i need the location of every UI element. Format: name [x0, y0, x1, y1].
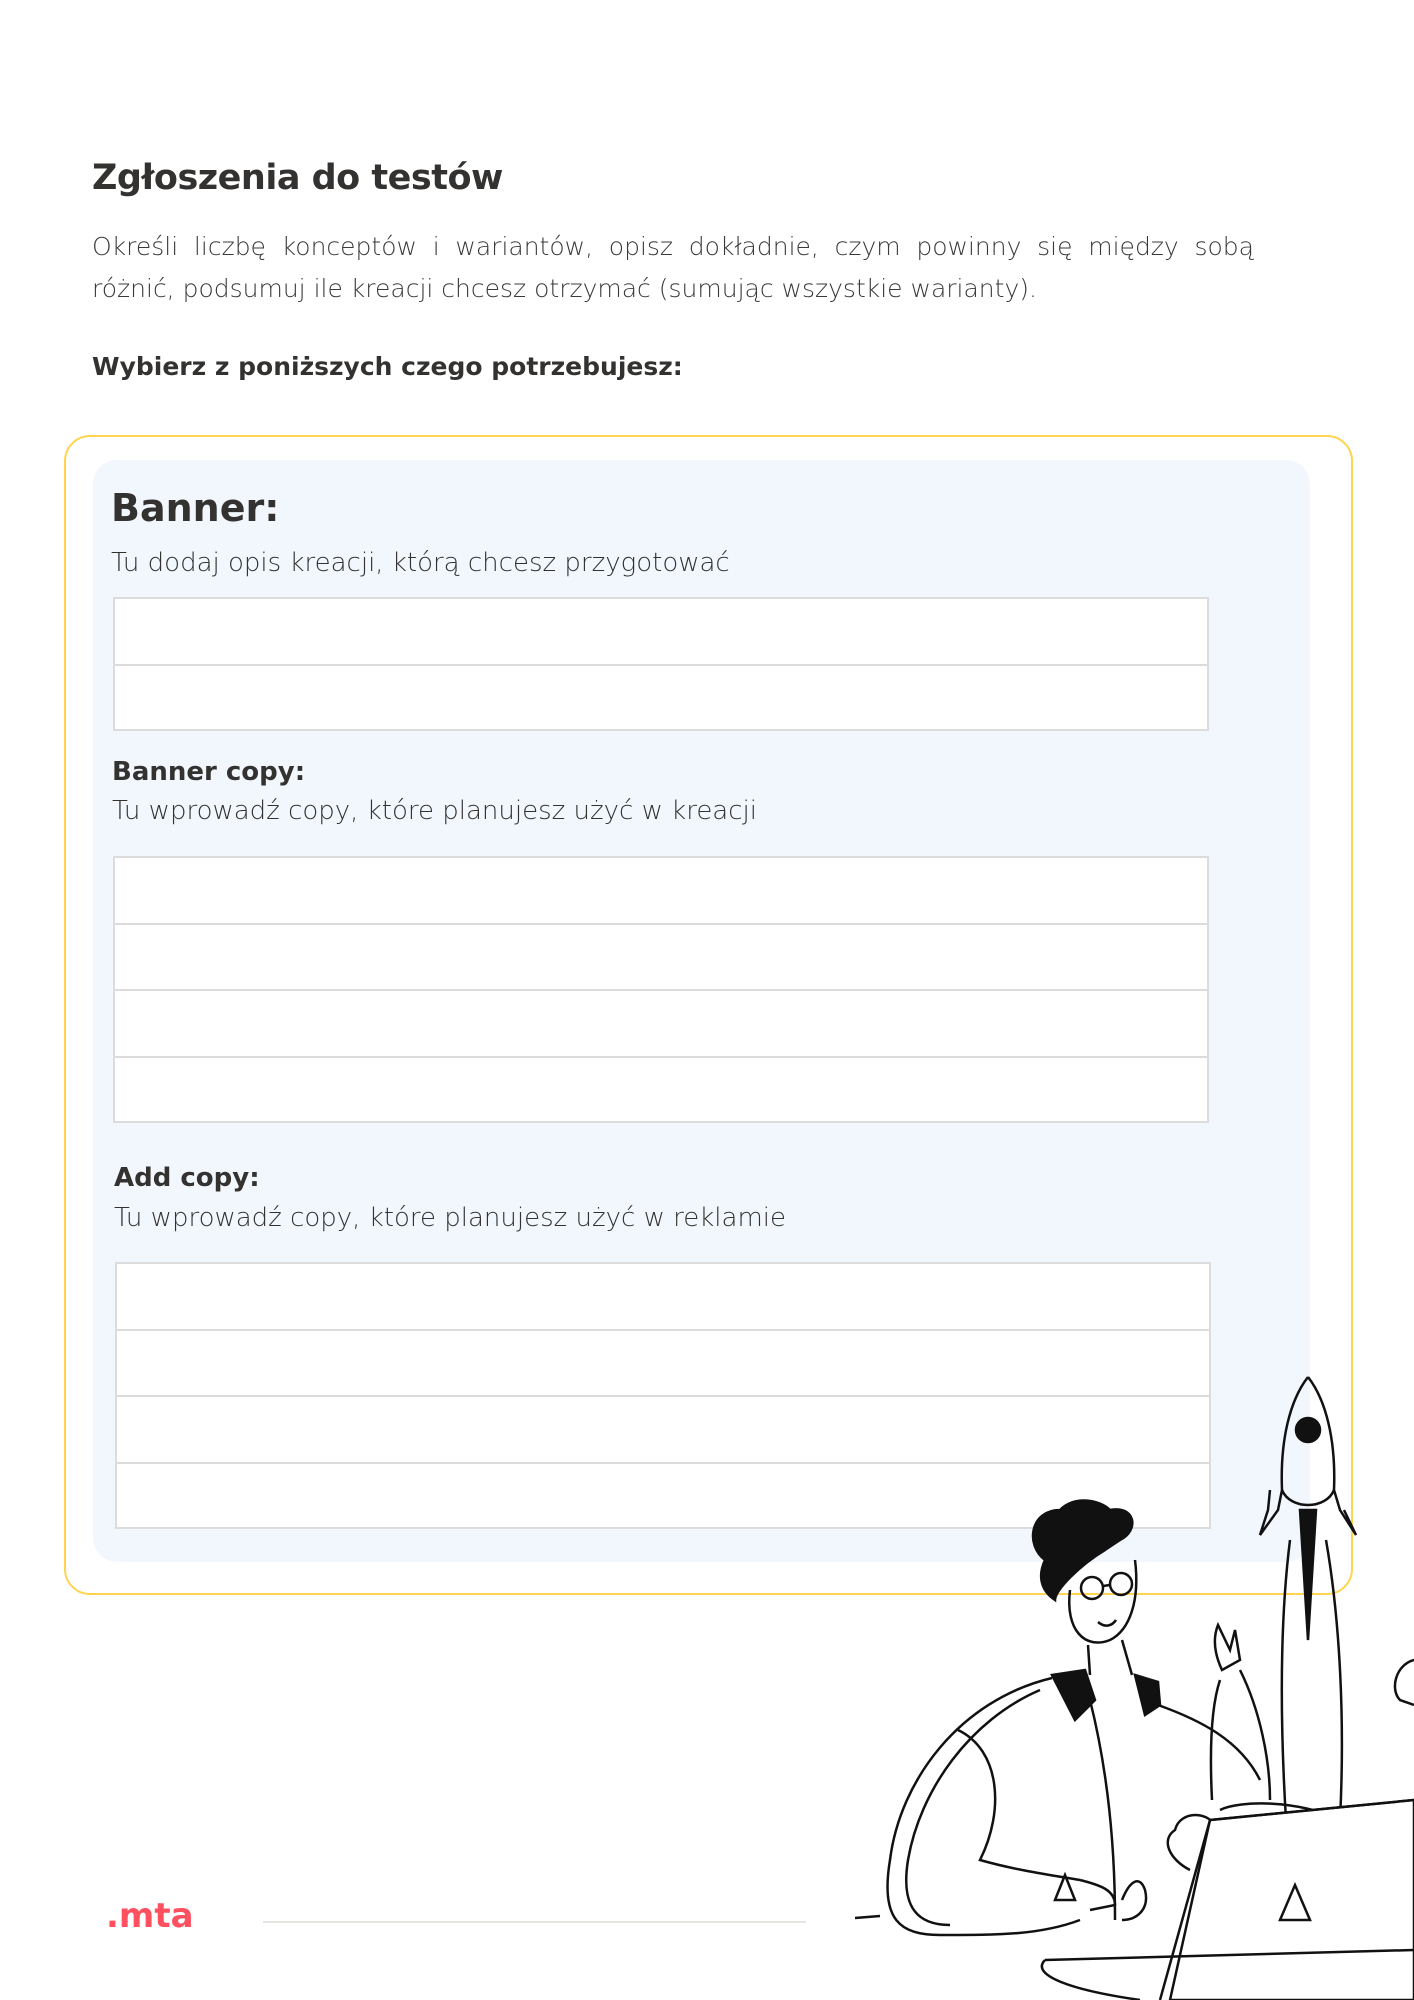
field-line[interactable]	[117, 1264, 1209, 1331]
field-line[interactable]	[115, 599, 1207, 666]
banner-hint: Tu dodaj opis kreacji, którą chcesz przygotować	[111, 548, 730, 578]
field-line[interactable]	[115, 666, 1207, 733]
add-copy-heading: Add copy:	[114, 1163, 260, 1193]
banner-copy-field[interactable]	[113, 856, 1209, 1123]
laptop-icon	[1042, 1800, 1414, 2000]
intro-text: Określi liczbę konceptów i wariantów, opisz dokładnie, czym powinny się między sobą różnić, podsumuj ile kreacji chcesz otrzymać (sumując wszystkie warianty).	[92, 232, 1254, 303]
choose-label: Wybierz z poniższych czego potrzebujesz:	[92, 352, 683, 381]
rocket-icon	[1260, 1377, 1356, 1820]
page-title: Zgłoszenia do testów	[92, 158, 503, 198]
field-line[interactable]	[115, 925, 1207, 992]
field-line[interactable]	[115, 858, 1207, 925]
banner-heading: Banner:	[111, 486, 280, 530]
banner-copy-hint: Tu wprowadź copy, które planujesz użyć w kreacji	[112, 796, 757, 826]
field-line[interactable]	[115, 991, 1207, 1058]
mta-logo: .mta	[106, 1896, 194, 1936]
banner-copy-heading: Banner copy:	[112, 757, 306, 787]
banner-description-field[interactable]	[113, 597, 1209, 731]
footer-divider	[263, 1921, 806, 1923]
person-rocket-illustration	[840, 1360, 1414, 2000]
add-copy-hint: Tu wprowadź copy, które planujesz użyć w reklamie	[114, 1203, 787, 1233]
field-line[interactable]	[115, 1058, 1207, 1125]
